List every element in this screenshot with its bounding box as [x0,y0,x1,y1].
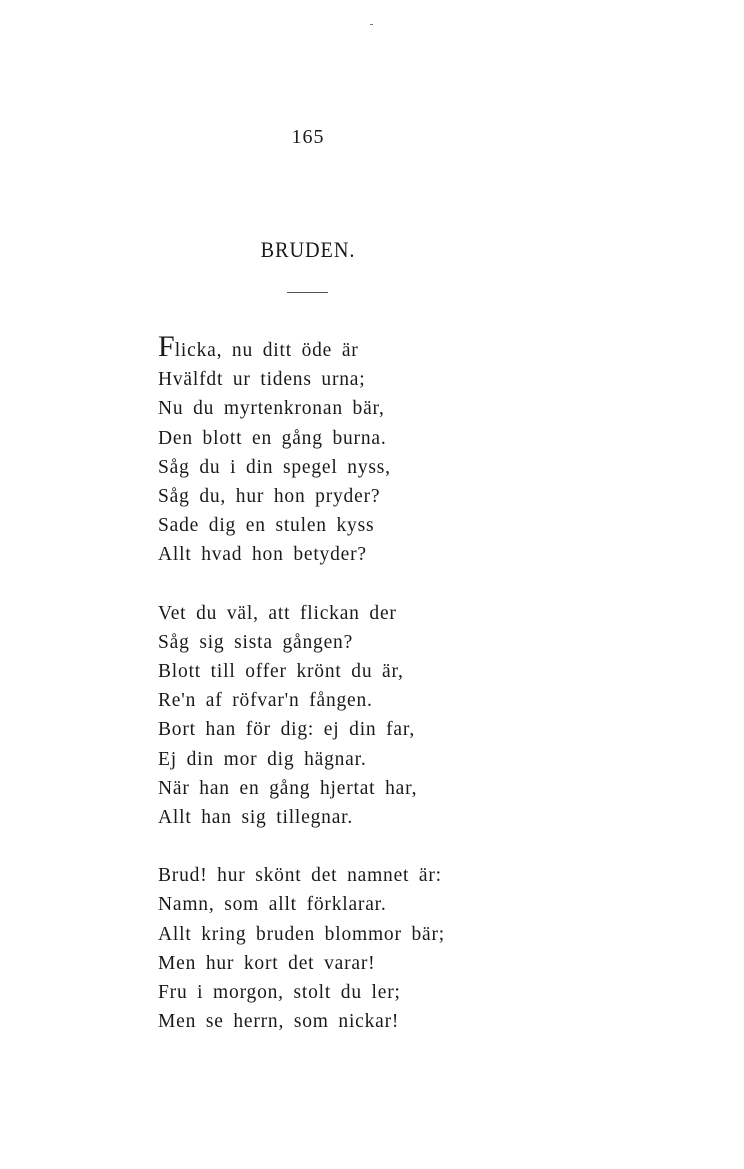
poem-line: Allt hvad hon betyder? [158,544,367,566]
poem-line: Namn, som allt förklarar. [158,894,387,916]
title-divider [287,292,328,293]
scan-speck [370,24,373,25]
first-line-text: licka, nu ditt öde är [174,340,359,361]
stanza-3 [158,861,598,1036]
poem-line: Såg du, hur hon pryder? [158,486,381,508]
drop-cap: F [158,330,175,363]
poem-line: Allt kring bruden blommor bär; [158,923,445,945]
poem-line: Fru i morgon, stolt du ler; [158,982,401,1004]
poem-line: Bort han för dig: ej din far, [158,719,416,741]
stanza-1 [158,330,598,570]
page-number: 165 [291,126,325,148]
poem-line: Men se herrn, som nickar! [158,1011,400,1033]
poem-line: När han en gång hjertat har, [158,777,418,799]
poem-line: Nu du myrtenkronan bär, [158,398,385,420]
poem-line: Vet du väl, att flickan der [158,602,397,624]
poem-line: Ej din mor dig hägnar. [158,748,367,770]
poem-line: Blott till offer krönt du är, [158,661,404,683]
poem-line: Den blott en gång burna. [158,427,387,449]
poem-line [158,330,598,365]
poem-line: Re'n af röfvar'n fången. [158,690,373,712]
poem-line: Men hur kort det varar! [158,952,376,974]
poem-line: Såg sig sista gången? [158,631,354,653]
poem-line: Brud! hur skönt det namnet är: [158,865,442,887]
stanza-2 [158,599,598,833]
poem-title: BRUDEN. [260,237,356,262]
poem-line: Allt han sig tillegnar. [158,807,354,829]
poem-body [158,330,598,1065]
poem-line: Sade dig en stulen kyss [158,515,375,537]
poem-line: Hvälfdt ur tidens urna; [158,369,366,391]
poem-line: Såg du i din spegel nyss, [158,456,391,478]
